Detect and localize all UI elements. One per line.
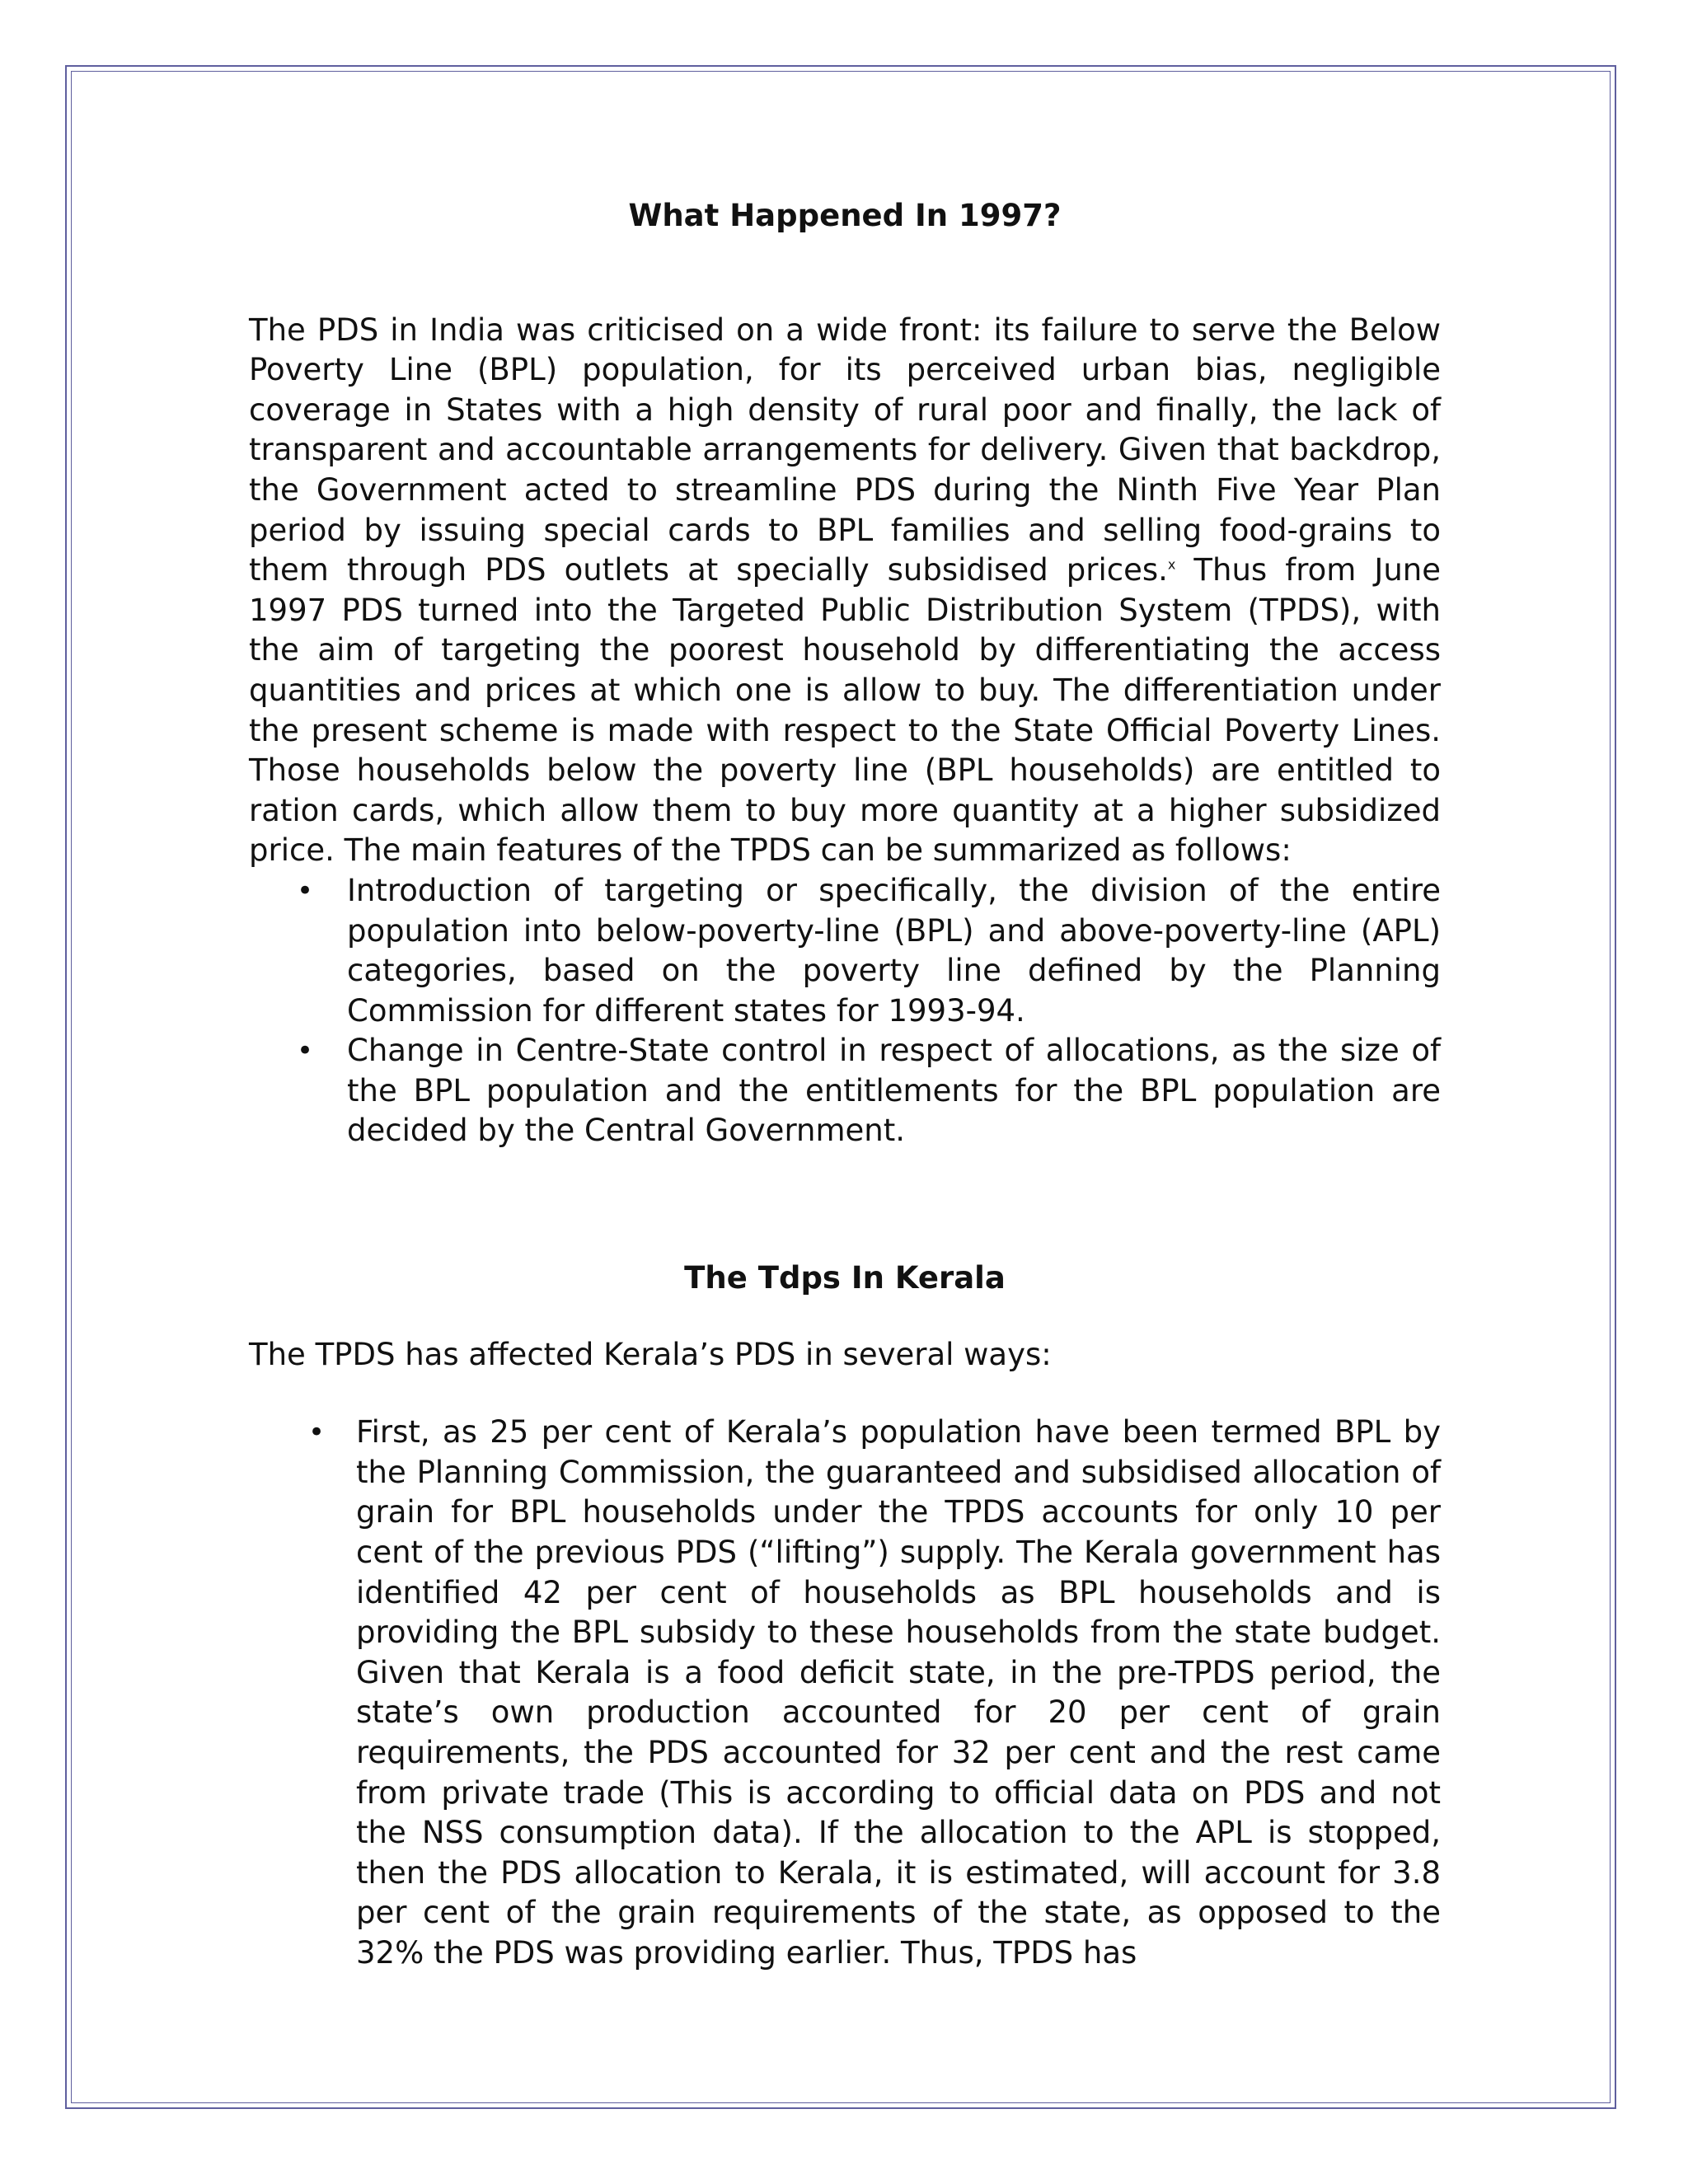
document-body: [249, 196, 1441, 1974]
section-heading-kerala: The Tdps In Kerala: [684, 1260, 1006, 1296]
paragraph-pds-criticism: [249, 311, 1441, 871]
paragraph-text-after-note: Thus from June 1997 PDS turned into the Targeted Public Distribution System (TPDS), with the aim of targeting the poorest household by differentiating the access quantities and prices at which one is allow to buy. The differentiation under the present scheme is made with respect to the State Official Poverty Lines. Those households below the poverty line (BPL households) are entitled to ration cards, which allow them to buy more quantity at a higher subsidized price. The main features of the TPDS can be summarized as follows:: [249, 552, 1441, 869]
footnote-marker: x: [1167, 556, 1176, 573]
list-item: [249, 1413, 1441, 1973]
paragraph-kerala-intro: The TPDS has affected Kerala’s PDS in several ways:: [249, 1336, 1052, 1372]
bullet-icon: •: [297, 874, 314, 907]
tpds-features-list: [249, 871, 1441, 1151]
bullet-icon: •: [308, 1416, 326, 1450]
section-heading-1997: What Happened In 1997?: [628, 198, 1062, 233]
kerala-effects-list: [249, 1413, 1441, 1973]
list-item: [249, 871, 1441, 1031]
list-item-text: First, as 25 per cent of Kerala’s population have been termed BPL by the Planning Commission, the guaranteed and subsidised allocation of grain for BPL households under the TPDS accounts for only 10 per cent of the previous PDS (“lifting”) supply. The Kerala government has identified 42 per cent of households as BPL households and is providing the BPL subsidy to these households from the state budget. Given that Kerala is a food deficit state, in the pre-TPDS period, the state’s own production accounted for 20 per cent of grain requirements, the PDS accounted for 32 per cent and the rest came from private trade (This is according to official data on PDS and not the NSS consumption data). If the allocation to the APL is stopped, then the PDS allocation to Kerala, it is estimated, will account for 3.8 per cent of the grain requirements of the state, as opposed to the 32% the PDS was providing earlier. Thus, TPDS has: [356, 1414, 1441, 1971]
list-item-text: Change in Centre-State control in respect of allocations, as the size of the BPL population and the entitlements for the BPL population are decided by the Central Government.: [347, 1033, 1441, 1149]
paragraph-text-before-note: The PDS in India was criticised on a wide front: its failure to serve the Below Poverty Line (BPL) population, for its perceived urban bias, negligible coverage in States with a high density of rural poor and finally, the lack of transparent and accountable arrangements for delivery. Given that backdrop, the Government acted to streamline PDS during the Ninth Five Year Plan period by issuing special cards to BPL families and selling food-grains to them through PDS outlets at specially subsidised prices.: [249, 312, 1441, 588]
bullet-icon: •: [297, 1034, 314, 1068]
list-item: [249, 1031, 1441, 1151]
list-item-text: Introduction of targeting or specifically, the division of the entire population into below-poverty-line (BPL) and above-poverty-line (APL) categories, based on the poverty line defined by the Planning Commission for different states for 1993-94.: [347, 872, 1441, 1029]
